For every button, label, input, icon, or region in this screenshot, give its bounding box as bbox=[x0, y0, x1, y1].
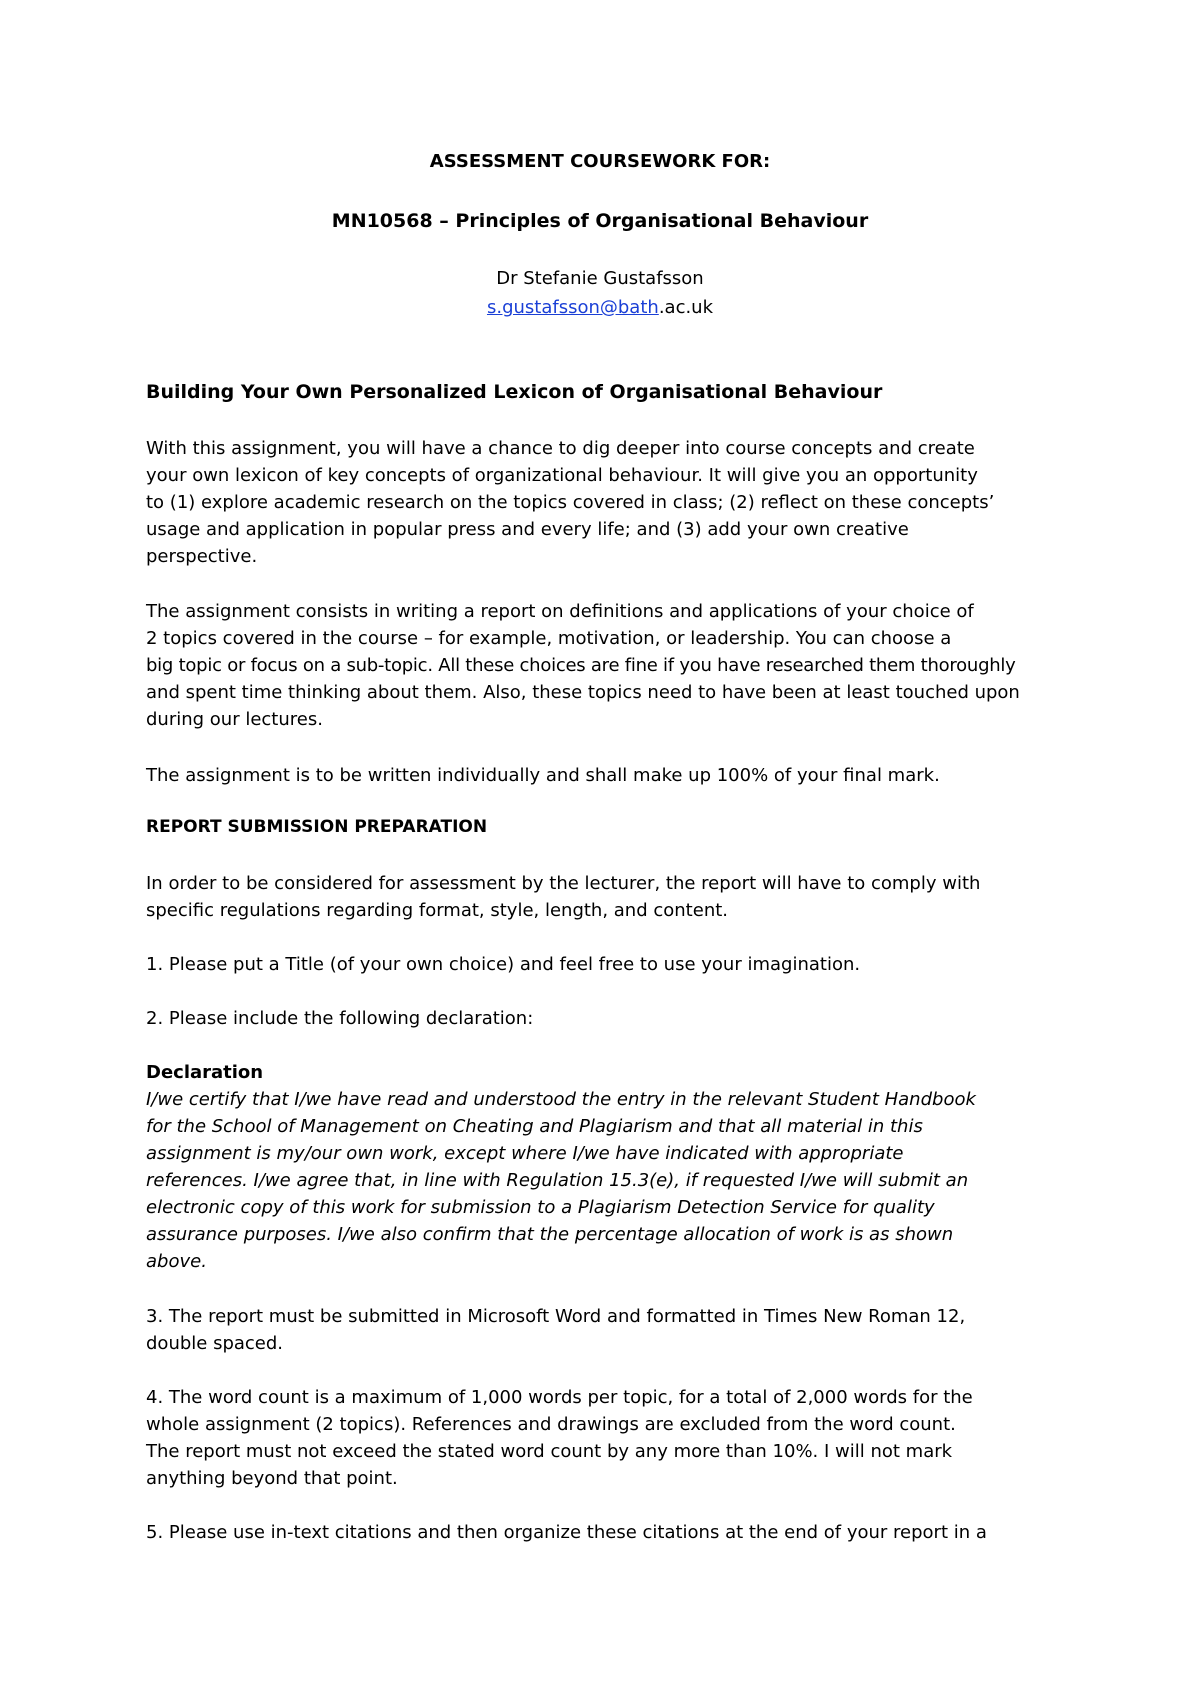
paragraph-line: your own lexicon of key concepts of organizational behaviour. It will give you an opportunity bbox=[146, 465, 978, 486]
item-4 bbox=[146, 1384, 1066, 1492]
paragraph-line: big topic or focus on a sub-topic. All these choices are fine if you have researched them thoroughly bbox=[146, 655, 1016, 676]
individual-paragraph: The assignment is to be written individually and shall make up 100% of your final mark. bbox=[146, 765, 940, 786]
paragraph-line: The assignment consists in writing a report on definitions and applications of your choice of bbox=[146, 601, 974, 622]
prep-heading: REPORT SUBMISSION PREPARATION bbox=[146, 817, 488, 837]
lecturer-name: Dr Stefanie Gustafsson bbox=[496, 268, 704, 289]
email-link[interactable]: s.gustafsson@bath bbox=[486, 297, 659, 318]
paragraph-line: 3. The report must be submitted in Microsoft Word and formatted in Times New Roman 12, bbox=[146, 1306, 966, 1327]
lecturer-email bbox=[0, 297, 1200, 318]
consists-paragraph bbox=[146, 598, 1066, 733]
paragraph-line: The report must not exceed the stated word count by any more than 10%. I will not mark bbox=[146, 1441, 953, 1462]
paragraph-line: whole assignment (2 topics). References and drawings are excluded from the word count. bbox=[146, 1414, 956, 1435]
paragraph-line: perspective. bbox=[146, 546, 258, 567]
declaration-line: for the School of Management on Cheating and Plagiarism and that all material in this bbox=[146, 1116, 923, 1137]
declaration-line: electronic copy of this work for submission to a Plagiarism Detection Service for quality bbox=[146, 1197, 935, 1218]
paragraph-line: double spaced. bbox=[146, 1333, 284, 1354]
item-1: 1. Please put a Title (of your own choice) and feel free to use your imagination. bbox=[146, 954, 861, 975]
paragraph-line: anything beyond that point. bbox=[146, 1468, 398, 1489]
paragraph-line: and spent time thinking about them. Also, these topics need to have been at least touched upon bbox=[146, 682, 1020, 703]
paragraph-line: With this assignment, you will have a chance to dig deeper into course concepts and create bbox=[146, 438, 975, 459]
declaration-line: I/we certify that I/we have read and understood the entry in the relevant Student Handbook bbox=[146, 1089, 976, 1110]
course-title: MN10568 – Principles of Organisational Behaviour bbox=[331, 210, 869, 232]
item-3 bbox=[146, 1303, 1066, 1357]
paragraph-line: 2 topics covered in the course – for example, motivation, or leadership. You can choose a bbox=[146, 628, 952, 649]
paragraph-line: during our lectures. bbox=[146, 709, 323, 730]
email-domain: .ac.uk bbox=[658, 297, 714, 318]
paragraph-line: to (1) explore academic research on the topics covered in class; (2) reflect on these concepts’ bbox=[146, 492, 995, 513]
document-title: ASSESSMENT COURSEWORK FOR: bbox=[429, 151, 771, 172]
paragraph-line: 4. The word count is a maximum of 1,000 words per topic, for a total of 2,000 words for the bbox=[146, 1387, 973, 1408]
declaration-block bbox=[146, 1059, 1066, 1275]
declaration-line: assignment is my/our own work, except where I/we have indicated with appropriate bbox=[146, 1143, 904, 1164]
prep-intro-paragraph bbox=[146, 870, 1066, 924]
paragraph-line: In order to be considered for assessment by the lecturer, the report will have to comply with bbox=[146, 873, 981, 894]
intro-paragraph bbox=[146, 435, 1066, 570]
paragraph-line: usage and application in popular press and every life; and (3) add your own creative bbox=[146, 519, 909, 540]
paragraph-line: specific regulations regarding format, style, length, and content. bbox=[146, 900, 729, 921]
declaration-line: references. I/we agree that, in line with Regulation 15.3(e), if requested I/we will submit an bbox=[146, 1170, 969, 1191]
declaration-line: above. bbox=[146, 1251, 207, 1272]
declaration-heading: Declaration bbox=[146, 1062, 264, 1083]
assignment-heading: Building Your Own Personalized Lexicon of Organisational Behaviour bbox=[146, 381, 883, 403]
item-2: 2. Please include the following declaration: bbox=[146, 1008, 534, 1029]
item-5: 5. Please use in-text citations and then organize these citations at the end of your report in a bbox=[146, 1522, 987, 1543]
declaration-line: assurance purposes. I/we also confirm that the percentage allocation of work is as shown bbox=[146, 1224, 954, 1245]
